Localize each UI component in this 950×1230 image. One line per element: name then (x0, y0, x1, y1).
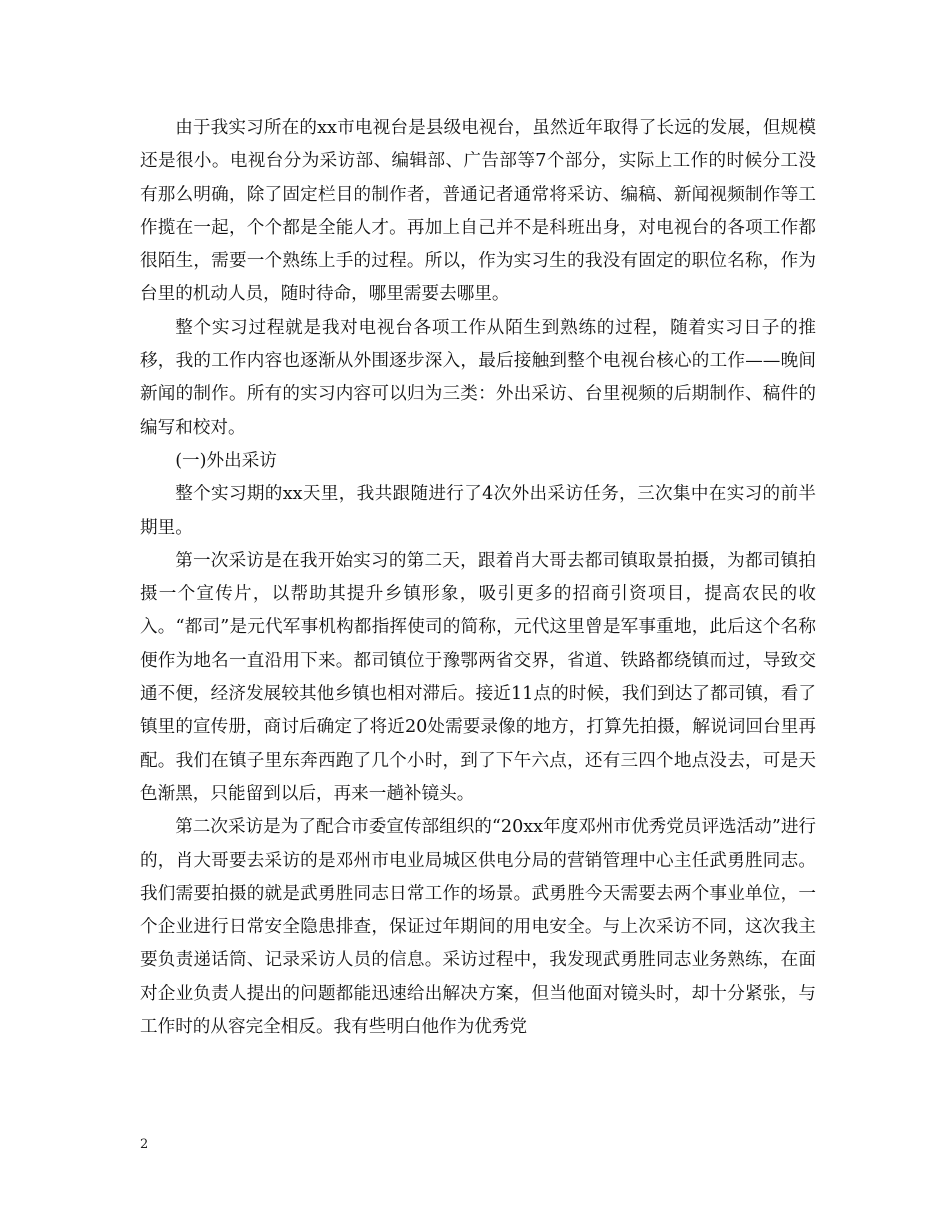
paragraph-internship-process: 整个实习过程就是我对电视台各项工作从陌生到熟练的过程，随着实习日子的推移，我的工作内容也逐渐从外围逐步深入，最后接触到整个电视台核心的工作——晚间新闻的制作。所有的实习内容可以归为三类：外出采访、台里视频的后期制作、稿件的编写和校对。 (140, 317, 816, 438)
page-number: 2 (140, 1137, 149, 1152)
document-body (140, 112, 816, 1044)
paragraph-first-interview: 第一次采访是在我开始实习的第二天，跟着肖大哥去都司镇取景拍摄，为都司镇拍摄一个宣传片，以帮助其提升乡镇形象，吸引更多的招商引资项目，提高农民的收入。“都司”是元代军事机构都指挥使司的简称，元代这里曾是军事重地，此后这个名称便作为地名一直沿用下来。都司镇位于豫鄂两省交界，省道、铁路都绕镇而过，导致交通不便，经济发展较其他乡镇也相对滞后。接近11点的时候，我们到达了都司镇，看了镇里的宣传册，商讨后确定了将近20处需要录像的地方，打算先拍摄，解说词回台里再配。我们在镇子里东奔西跑了几个小时，到了下午六点，还有三四个地点没去，可是天色渐黑，只能留到以后，再来一趟补镜头。 (140, 550, 816, 804)
section-heading-field-interviews: (一)外出采访 (175, 450, 277, 471)
paragraph-second-interview: 第二次采访是为了配合市委宣传部组织的“20xx年度邓州市优秀党员评选活动”进行的，肖大哥要去采访的是邓州市电业局城区供电分局的营销管理中心主任武勇胜同志。我们需要拍摄的就是武勇胜同志日常工作的场景。武勇胜今天需要去两个事业单位，一个企业进行日常安全隐患排查，保证过年期间的用电安全。与上次采访不同，这次我主要负责递话筒、记录采访人员的信息。采访过程中，我发现武勇胜同志业务熟练，在面对企业负责人提出的问题都能迅速给出解决方案，但当他面对镜头时，却十分紧张，与工作时的从容完全相反。我有些明白他作为优秀党 (140, 817, 817, 1038)
paragraph-interview-count: 整个实习期的xx天里，我共跟随进行了4次外出采访任务，三次集中在实习的前半期里。 (140, 484, 816, 538)
paragraph-station-overview: 由于我实习所在的xx市电视台是县级电视台，虽然近年取得了长远的发展，但规模还是很小。电视台分为采访部、编辑部、广告部等7个部分，实际上工作的时候分工没有那么明确，除了固定栏目的制作者，普通记者通常将采访、编稿、新闻视频制作等工作揽在一起，个个都是全能人才。再加上自己并不是科班出身，对电视台的各项工作都很陌生，需要一个熟练上手的过程。所以，作为实习生的我没有固定的职位名称，作为台里的机动人员，随时待命，哪里需要去哪里。 (140, 118, 816, 305)
